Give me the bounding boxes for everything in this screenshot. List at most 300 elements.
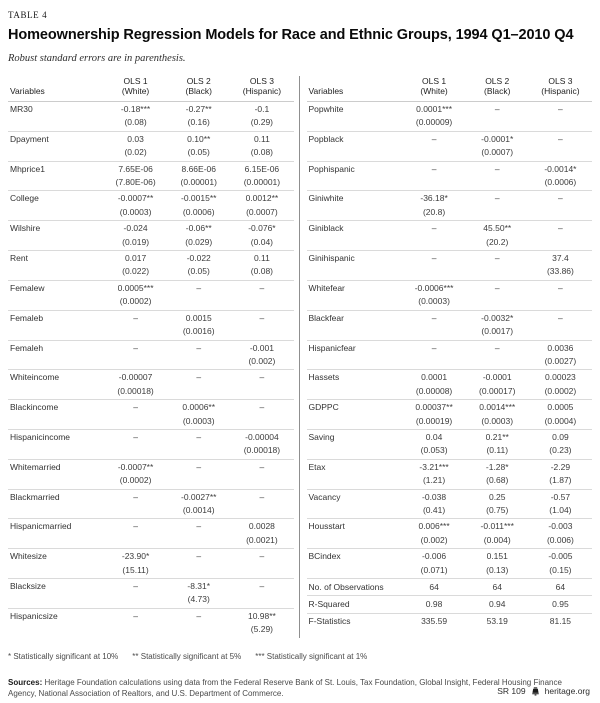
column-header-variables: [8, 86, 104, 96]
coefficient-value: –: [133, 610, 138, 621]
table-row: [8, 460, 294, 490]
standard-error-value: (0.019): [122, 236, 150, 247]
column-header-label: OLS 1: [123, 76, 148, 86]
table-row: [8, 549, 294, 579]
column-header-sublabel: (Black): [185, 86, 212, 96]
variable-spacer: [307, 116, 403, 129]
variable-spacer: [8, 325, 104, 338]
coefficient-value: -0.1: [254, 104, 270, 114]
standard-error-value: (0.0002): [119, 296, 152, 307]
variable-name: MR30: [10, 104, 33, 114]
standard-error-value: (0.13): [486, 564, 509, 575]
variable-spacer: [8, 623, 104, 636]
variable-name: Blackincome: [10, 402, 59, 413]
table-row: [307, 191, 593, 221]
standard-error-value: (0.0003): [418, 296, 450, 307]
coefficient-value: –: [558, 223, 563, 234]
standard-error-value: [104, 325, 167, 338]
standard-error-value: (0.02): [124, 147, 147, 158]
coefficient-value: 0.10**: [187, 133, 211, 144]
variable-spacer: [8, 176, 104, 189]
coefficient-value: 0.006***: [418, 521, 450, 532]
standard-error-value: (0.0006): [182, 206, 215, 217]
page-title: Homeownership Regression Models for Race and Ethnic Groups, 1994 Q1–2010 Q4: [8, 27, 574, 43]
standard-error-value: (0.00001): [180, 177, 217, 188]
standard-error-value: (0.16): [187, 117, 210, 128]
significance-1pct: *** Statistically significant at 1%: [255, 651, 368, 661]
standard-error-value: (0.0003): [119, 206, 152, 217]
variable-name: Hispanicincome: [10, 431, 70, 442]
summary-line: [307, 581, 593, 594]
standard-error-value: (1.04): [549, 504, 572, 515]
standard-error-value: [403, 325, 466, 338]
standard-error-value: [230, 325, 293, 338]
variable-spacer: [8, 295, 104, 308]
column-header-label: OLS 2: [186, 76, 211, 86]
variable-name: Vacancy: [308, 491, 341, 502]
standard-error-value: [529, 236, 592, 249]
coefficient-value: -0.003: [548, 521, 573, 532]
standard-error-value: (0.00017): [479, 385, 516, 396]
coefficient-value: –: [431, 342, 437, 353]
table-row: [8, 579, 294, 609]
variable-name: Rent: [10, 253, 28, 264]
coefficient-value: –: [558, 193, 563, 204]
coefficient-value: -0.0006***: [414, 282, 454, 293]
coefficient-value: -0.0001*: [481, 133, 514, 144]
column-header-label: OLS 1: [422, 76, 447, 86]
page-footer: [497, 686, 590, 696]
coefficient-value: –: [494, 253, 500, 264]
standard-error-value: (0.006): [546, 534, 574, 545]
coefficient-value: -0.001: [249, 342, 274, 353]
summary-value: 64: [429, 581, 439, 592]
coefficient-value: 8.66E-06: [181, 163, 216, 174]
coefficient-line: [8, 610, 294, 623]
variable-spacer: [307, 474, 403, 487]
variable-name: Blackfear: [308, 312, 344, 323]
standard-error-value: (5.29): [250, 624, 274, 635]
variable-spacer: [307, 534, 403, 547]
standard-error-value: [104, 534, 167, 547]
variable-spacer: [307, 265, 403, 278]
variable-spacer: [307, 206, 403, 219]
coefficient-line: [307, 252, 593, 265]
coefficient-line: [8, 192, 294, 205]
standard-error-line: [307, 504, 593, 517]
standard-error-line: [8, 325, 294, 338]
coefficient-value: –: [133, 312, 138, 323]
standard-error-value: (0.053): [420, 445, 448, 456]
coefficient-line: [307, 371, 593, 384]
coefficient-value: –: [133, 342, 138, 353]
right-table-header: [307, 76, 593, 102]
standard-error-value: (1.87): [549, 475, 572, 486]
standard-error-value: (0.00018): [243, 445, 281, 456]
variable-name: Housstart: [308, 521, 345, 532]
table-row: [8, 102, 294, 132]
standard-error-value: (0.00018): [117, 385, 154, 396]
table-row: [307, 341, 593, 371]
standard-error-value: [104, 593, 167, 606]
standard-error-line: [307, 355, 593, 368]
standard-error-value: [403, 236, 466, 249]
coefficient-value: –: [259, 312, 265, 323]
standard-error-line: [8, 564, 294, 577]
coefficient-value: -0.038: [422, 491, 447, 502]
standard-error-value: (0.0004): [544, 415, 577, 426]
standard-error-value: [230, 474, 293, 487]
coefficient-value: –: [431, 163, 437, 174]
coefficient-value: -0.0014*: [544, 163, 577, 174]
summary-label: R-Squared: [308, 598, 350, 609]
standard-error-line: [307, 265, 593, 278]
coefficient-value: -0.006: [422, 551, 447, 562]
coefficient-value: –: [259, 402, 265, 413]
coefficient-value: 10.98**: [247, 610, 276, 621]
standard-error-value: [466, 265, 529, 278]
coefficient-value: –: [259, 491, 265, 502]
standard-error-value: [529, 206, 592, 219]
coefficient-value: –: [259, 551, 265, 562]
standard-error-value: (20.2): [486, 236, 509, 247]
variable-name: Wilshire: [10, 223, 41, 234]
table-row: [307, 132, 593, 162]
standard-error-value: (0.41): [422, 504, 446, 515]
coefficient-value: -0.076*: [248, 223, 276, 234]
standard-error-value: (0.0002): [544, 385, 577, 396]
table-row: [8, 281, 294, 311]
standard-error-line: [307, 236, 593, 249]
coefficient-value: 0.0028: [248, 521, 275, 532]
standard-error-value: (0.68): [486, 475, 509, 486]
standard-error-value: [104, 623, 167, 636]
column-header-label: OLS 3: [249, 76, 274, 86]
column-header-ols3: [230, 76, 293, 96]
variable-spacer: [307, 564, 403, 577]
table-row: [8, 311, 294, 341]
standard-error-value: [403, 176, 466, 189]
variable-spacer: [8, 593, 104, 606]
standard-error-value: [466, 176, 529, 189]
standard-error-value: (0.04): [250, 236, 274, 247]
table-row: [307, 221, 593, 251]
summary-value: 64: [492, 581, 502, 592]
table-row: [8, 400, 294, 430]
standard-error-line: [8, 265, 294, 278]
left-table-header: [8, 76, 294, 102]
summary-line: [307, 615, 593, 628]
variable-spacer: [8, 415, 104, 428]
table-row: [8, 221, 294, 251]
standard-error-value: [466, 295, 529, 308]
table-row: [307, 311, 593, 341]
variable-name: BCindex: [308, 551, 341, 562]
coefficient-line: [8, 252, 294, 265]
coefficient-value: 0.03: [127, 133, 144, 144]
coefficient-value: 0.0005: [547, 402, 574, 413]
coefficient-value: 0.00023: [545, 372, 576, 383]
standard-error-value: (0.0007): [246, 206, 278, 217]
standard-error-line: [307, 325, 593, 338]
coefficient-value: 0.0015: [185, 312, 212, 323]
standard-error-value: (0.05): [187, 147, 210, 158]
standard-error-value: (0.29): [250, 117, 274, 128]
standard-error-value: [403, 355, 466, 368]
standard-error-value: [466, 116, 529, 129]
coefficient-line: [307, 550, 593, 563]
variable-spacer: [8, 474, 104, 487]
coefficient-value: –: [196, 372, 202, 383]
variable-name: Femalew: [10, 282, 45, 293]
standard-error-line: [8, 295, 294, 308]
variable-name: Whitesize: [10, 551, 47, 562]
standard-error-line: [8, 444, 294, 457]
column-header-sublabel: (Black): [484, 86, 511, 96]
coefficient-value: -0.0001: [482, 372, 512, 383]
variable-spacer: [307, 504, 403, 517]
standard-error-value: (0.0007): [481, 147, 514, 158]
coefficient-value: –: [431, 253, 437, 264]
standard-error-value: (0.0016): [182, 326, 215, 337]
variable-name: Popblack: [308, 133, 344, 144]
variable-name: Blackmarried: [10, 491, 60, 502]
summary-line: [307, 598, 593, 611]
coefficient-value: –: [494, 163, 500, 174]
table-row: [307, 430, 593, 460]
variable-spacer: [8, 355, 104, 368]
coefficient-line: [307, 133, 593, 146]
table-row: [307, 370, 593, 400]
coefficient-value: –: [133, 491, 138, 502]
variable-name: Whitemarried: [10, 461, 61, 472]
variable-name: Whiteincome: [10, 372, 60, 383]
standard-error-value: (0.11): [486, 445, 509, 456]
coefficient-value: 0.0012**: [245, 193, 279, 204]
standard-error-value: (0.022): [122, 266, 150, 277]
column-header-variables: [307, 86, 403, 96]
table-row: [307, 549, 593, 579]
standard-error-value: (0.029): [185, 236, 213, 247]
standard-error-line: [307, 564, 593, 577]
standard-error-line: [8, 385, 294, 398]
coefficient-line: [8, 282, 294, 295]
variable-name: GDPPC: [308, 402, 339, 413]
coefficient-value: -0.0007**: [117, 461, 154, 472]
variable-spacer: [8, 385, 104, 398]
summary-value: 64: [555, 581, 566, 592]
column-header-sublabel: (Hispanic): [242, 86, 282, 96]
coefficient-value: 0.0036: [547, 342, 574, 353]
coefficient-value: -0.57: [550, 491, 571, 502]
coefficient-line: [8, 133, 294, 146]
standard-error-value: [104, 415, 167, 428]
coefficient-line: [307, 342, 593, 355]
column-header-ols2: [167, 76, 230, 96]
coefficient-value: –: [196, 431, 202, 442]
sources-label: Sources:: [8, 677, 43, 687]
table-label: TABLE 4: [8, 10, 48, 20]
variable-spacer: [8, 534, 104, 547]
liberty-bell-icon: [531, 687, 540, 696]
standard-error-value: [104, 504, 167, 517]
coefficient-value: –: [259, 282, 265, 293]
standard-error-line: [8, 355, 294, 368]
summary-value: 53.19: [486, 616, 508, 627]
coefficient-value: 0.0006**: [182, 402, 216, 413]
standard-error-value: (7.80E-06): [115, 177, 156, 188]
standard-error-value: (0.071): [420, 564, 448, 575]
column-header-label: OLS 3: [548, 76, 573, 86]
variable-name: Ginihispanic: [308, 253, 355, 264]
coefficient-line: [8, 431, 294, 444]
site-link[interactable]: heritage.org: [544, 686, 590, 696]
variable-spacer: [307, 415, 403, 428]
standard-error-value: [230, 415, 293, 428]
coefficient-value: –: [431, 312, 437, 323]
variable-spacer: [8, 206, 104, 219]
coefficient-line: [8, 550, 294, 563]
coefficient-value: –: [494, 104, 500, 114]
standard-error-value: (0.002): [248, 355, 276, 366]
variable-spacer: [8, 444, 104, 457]
variable-spacer: [307, 236, 403, 249]
variable-name: Pophispanic: [308, 163, 355, 174]
standard-error-value: (0.08): [124, 117, 147, 128]
variable-name: Dpayment: [10, 133, 49, 144]
standard-error-value: (0.00019): [415, 415, 453, 426]
summary-value: 335.59: [421, 616, 448, 627]
coefficient-line: [8, 342, 294, 355]
coefficient-value: –: [196, 551, 202, 562]
standard-error-value: (0.002): [420, 534, 448, 545]
coefficient-value: –: [494, 193, 500, 204]
variable-name: Femaleh: [10, 342, 44, 353]
left-table-body: [8, 102, 294, 638]
coefficient-value: 0.0014***: [479, 402, 516, 413]
standard-error-value: [167, 444, 230, 457]
coefficient-value: –: [259, 372, 265, 383]
summary-row: [307, 614, 593, 630]
table-row: [307, 400, 593, 430]
standard-error-value: (0.0017): [481, 326, 514, 337]
coefficient-value: -0.00004: [245, 431, 279, 442]
standard-error-value: (15.11): [122, 564, 149, 575]
standard-error-value: [167, 474, 230, 487]
coefficient-value: 0.25: [488, 491, 506, 502]
standard-error-value: (0.004): [483, 534, 511, 545]
coefficient-value: -2.29: [550, 461, 571, 472]
coefficient-value: -0.27**: [185, 104, 212, 114]
table-row: [8, 132, 294, 162]
coefficient-value: 0.0005***: [117, 282, 154, 293]
table-row: [307, 102, 593, 132]
variable-name: Giniwhite: [308, 193, 344, 204]
coefficient-line: [8, 461, 294, 474]
coefficient-value: -0.18***: [120, 104, 151, 114]
standard-error-value: [466, 206, 529, 219]
standard-error-value: (0.0027): [544, 355, 577, 366]
column-header-label: Variables: [308, 86, 344, 96]
coefficient-value: –: [558, 104, 563, 114]
standard-error-line: [8, 146, 294, 159]
variable-name: Etax: [308, 461, 326, 472]
standard-error-value: (0.00008): [415, 385, 453, 396]
variable-spacer: [307, 176, 403, 189]
coefficient-value: –: [196, 342, 202, 353]
variable-name: Hassets: [308, 372, 340, 383]
coefficient-line: [307, 401, 593, 414]
coefficient-line: [307, 461, 593, 474]
standard-error-line: [8, 593, 294, 606]
standard-error-value: [167, 564, 230, 577]
standard-error-value: [529, 295, 592, 308]
column-header-ols1: [403, 76, 466, 96]
coefficient-value: 37.4: [552, 253, 569, 264]
coefficient-value: -1.28*: [485, 461, 509, 472]
standard-error-value: (0.0014): [182, 504, 215, 515]
coefficient-line: [8, 222, 294, 235]
coefficient-value: –: [133, 402, 138, 413]
standard-error-line: [307, 295, 593, 308]
table-subtitle: Robust standard errors are in parenthesis.: [8, 53, 186, 64]
table-row: [8, 430, 294, 460]
coefficient-value: -8.31*: [187, 581, 211, 591]
variable-spacer: [307, 444, 403, 457]
standard-error-value: (0.23): [549, 445, 572, 456]
standard-error-value: (4.73): [187, 594, 210, 605]
variable-spacer: [8, 116, 104, 129]
coefficient-value: -0.06**: [185, 223, 212, 234]
report-id: SR 109: [497, 686, 526, 696]
standard-error-line: [307, 116, 593, 129]
standard-error-line: [8, 236, 294, 249]
table-row: [8, 341, 294, 371]
standard-error-value: [230, 593, 293, 606]
summary-value: 0.94: [488, 598, 506, 609]
coefficient-value: 0.017: [124, 253, 147, 264]
coefficient-value: -0.0015**: [181, 193, 217, 204]
coefficient-value: –: [133, 431, 138, 442]
table-row: [307, 162, 593, 192]
coefficient-value: –: [196, 461, 202, 472]
left-table: [8, 76, 300, 638]
table-row: [307, 281, 593, 311]
coefficient-value: –: [196, 521, 202, 532]
coefficient-value: -0.024: [123, 223, 148, 234]
column-header-sublabel: (White): [420, 86, 448, 96]
standard-error-line: [307, 415, 593, 428]
column-header-label: Variables: [10, 86, 45, 96]
standard-error-value: [403, 146, 466, 159]
standard-error-value: [230, 295, 293, 308]
standard-error-line: [8, 176, 294, 189]
significance-note: [8, 652, 592, 661]
standard-error-line: [8, 623, 294, 636]
standard-error-line: [307, 176, 593, 189]
standard-error-line: [307, 146, 593, 159]
summary-label: No. of Observations: [308, 581, 384, 592]
coefficient-line: [8, 520, 294, 533]
standard-error-value: (0.0006): [544, 177, 577, 188]
standard-error-line: [8, 474, 294, 487]
coefficient-value: –: [133, 581, 138, 591]
summary-row: [307, 596, 593, 613]
regression-tables: [8, 76, 592, 638]
standard-error-line: [307, 206, 593, 219]
standard-error-value: [167, 355, 230, 368]
standard-error-value: [529, 146, 592, 159]
